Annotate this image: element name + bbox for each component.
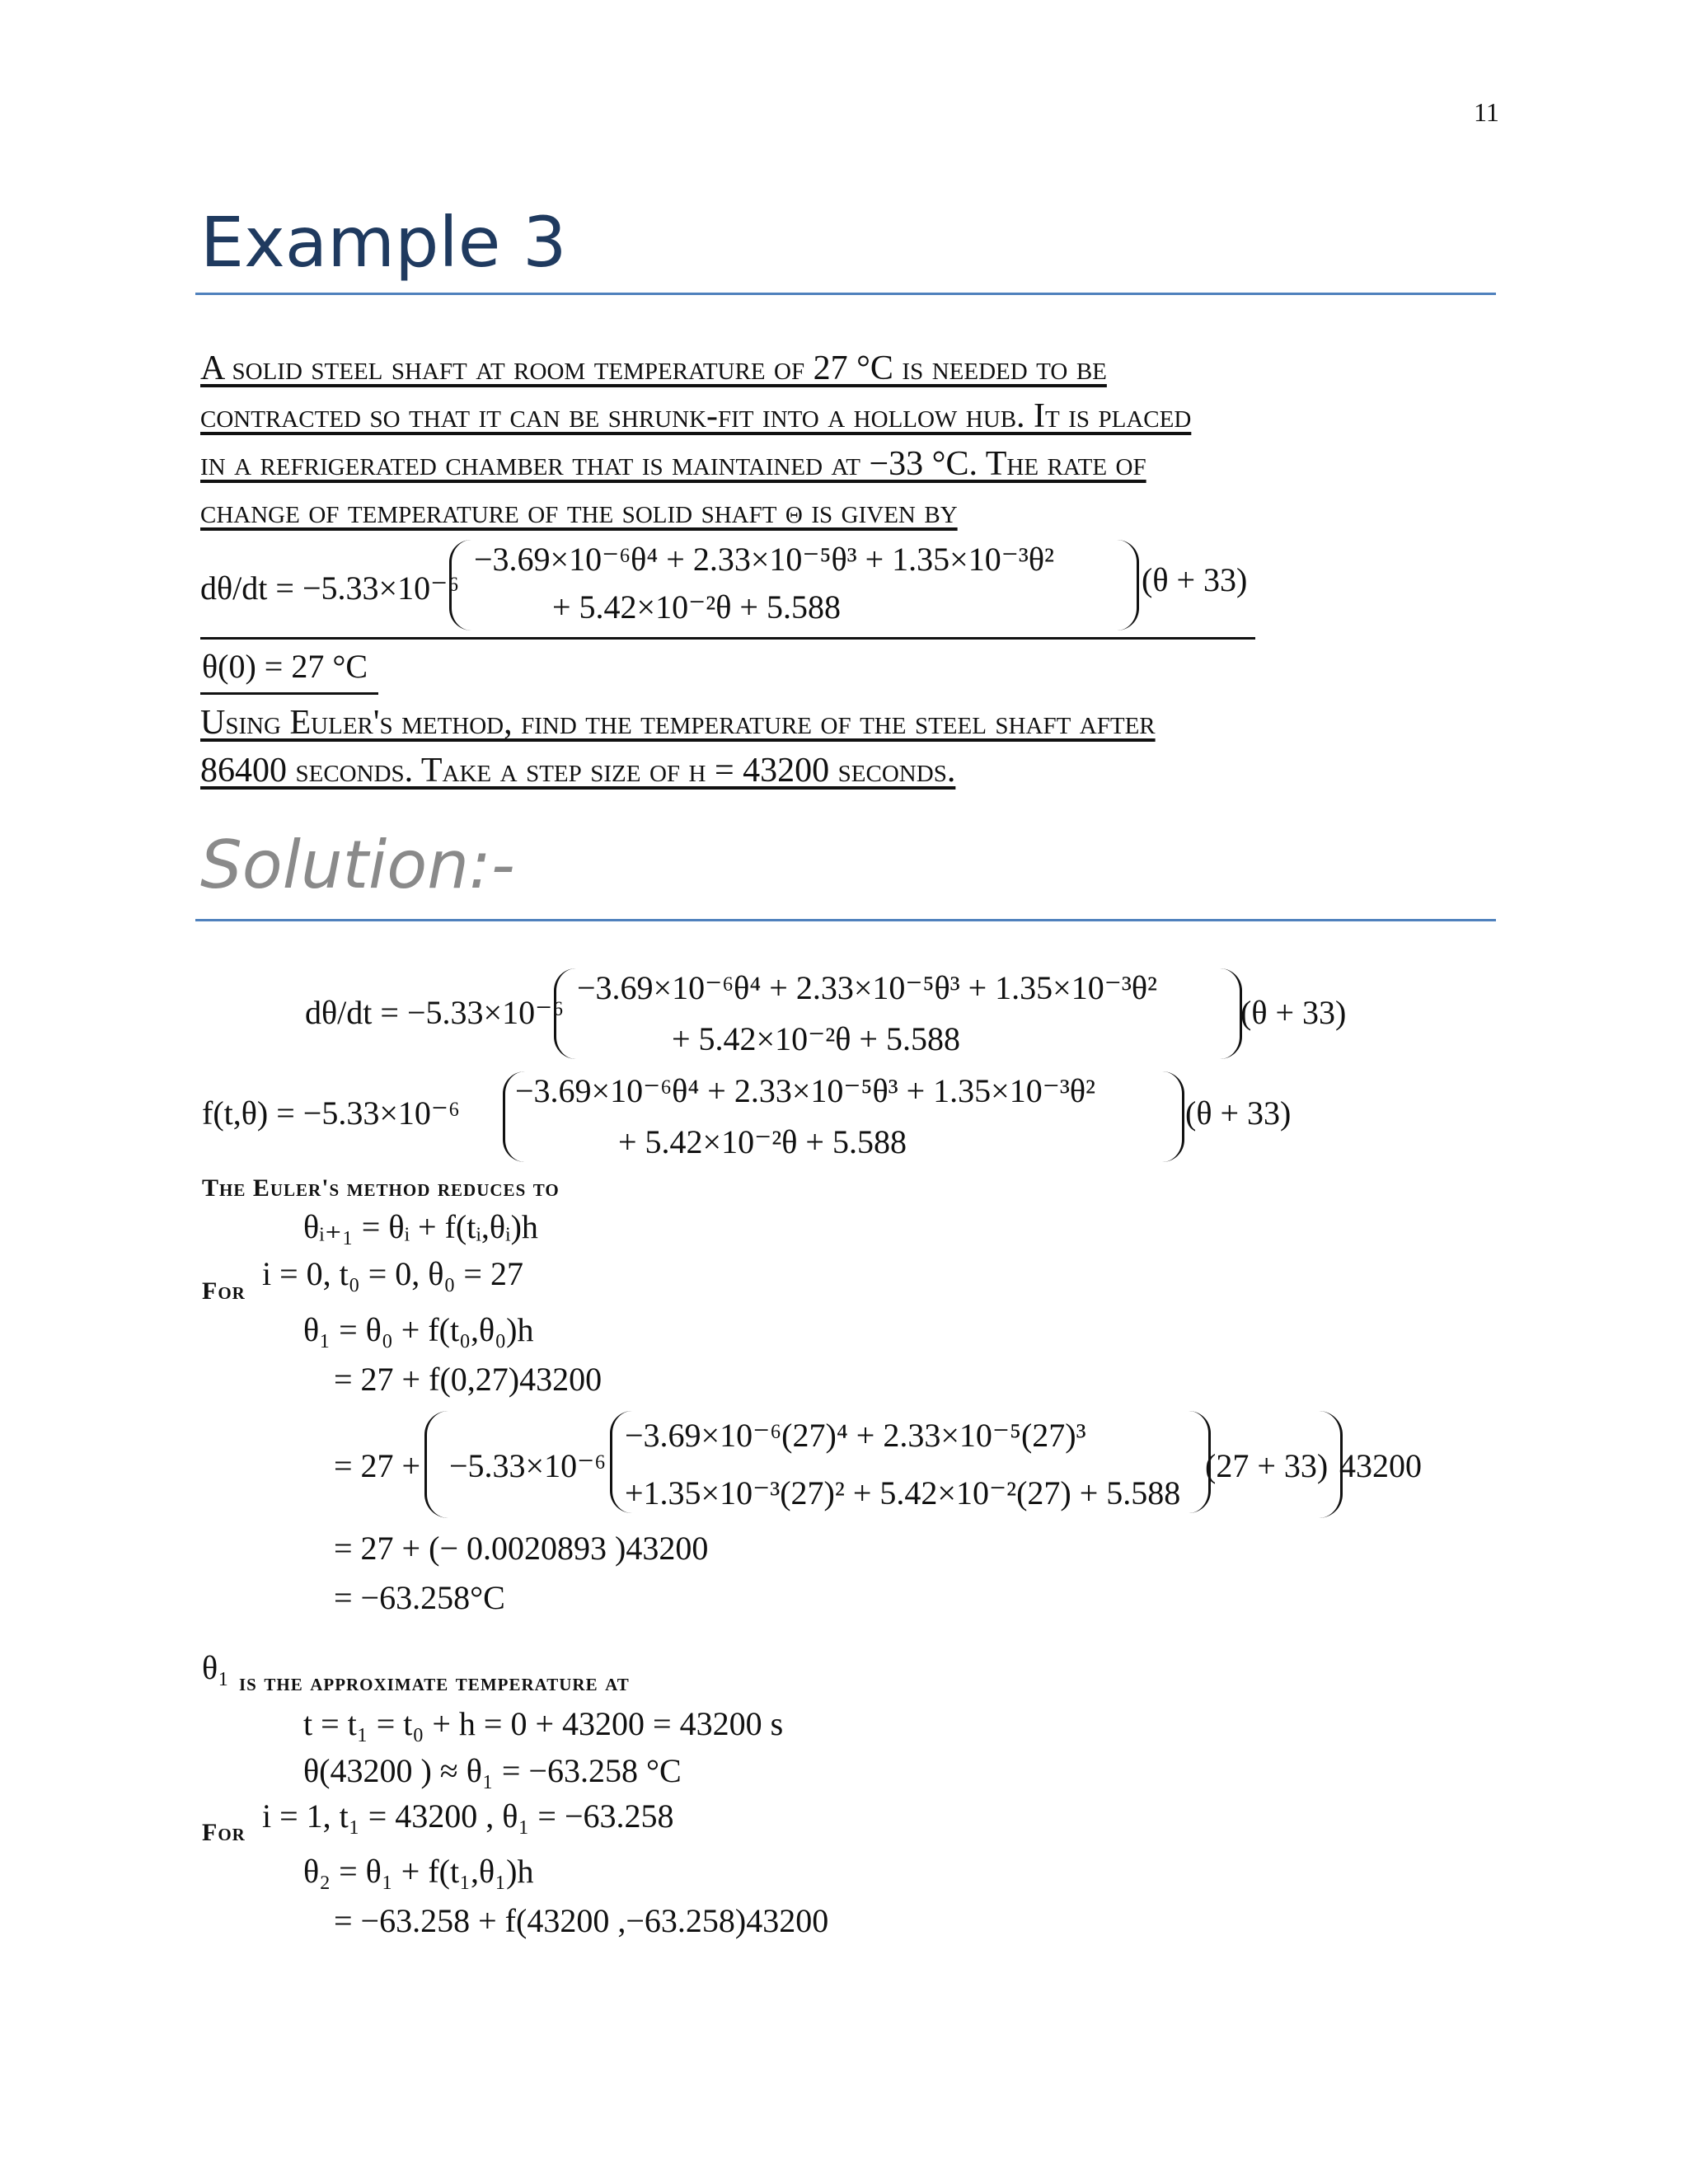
f-definition-lhs: f(t,θ) = −5.33×10⁻⁶ (202, 1094, 460, 1132)
step1-step-size: 43200 (1339, 1447, 1422, 1484)
step1-row1: −3.69×10⁻⁶(27)⁴ + 2.33×10⁻⁵(27)³ (625, 1417, 1086, 1454)
for-i0-values: i = 0, t₀ = 0, θ₀ = 27 (262, 1255, 523, 1292)
problem-ode-lhs: dθ/dt = −5.33×10⁻⁶ (200, 569, 460, 607)
example-title: Example 3 (200, 202, 567, 283)
f-factor: (θ + 33) (1185, 1094, 1292, 1132)
problem-ode-right-paren (1117, 540, 1139, 630)
step1-line-d: = 27 + (− 0.0020893 )43200 (334, 1530, 709, 1567)
euler-formula: θᵢ₊₁ = θᵢ + f(tᵢ,θᵢ)h (303, 1208, 538, 1245)
problem-ode-left-paren (449, 540, 471, 630)
ic-underline (200, 692, 378, 695)
solution-ode-left-paren (554, 968, 576, 1059)
step1-line-a: θ₁ = θ₀ + f(t₀,θ₀)h (303, 1311, 534, 1348)
f-right-paren (1162, 1071, 1184, 1162)
step1-factor: (27 + 33) (1205, 1447, 1329, 1484)
f-poly-row2: + 5.42×10⁻²θ + 5.588 (618, 1123, 907, 1160)
step1-line-b: = 27 + f(0,27)43200 (334, 1361, 603, 1398)
solution-title: Solution:- (200, 827, 515, 903)
step1-line-e: = −63.258°C (334, 1579, 505, 1616)
for-i1-values: i = 1, t₁ = 43200 , θ₁ = −63.258 (262, 1797, 674, 1835)
solution-ode-poly-row1: −3.69×10⁻⁶θ⁴ + 2.33×10⁻⁵θ³ + 1.35×10⁻³θ² (577, 969, 1157, 1006)
problem-line-2: contracted so that it can be shrunk-fit into a hollow hub. It is placed (200, 397, 1192, 435)
approx-line: θ(43200 ) ≈ θ₁ = −63.258 °C (303, 1752, 682, 1789)
problem-question (200, 699, 1491, 794)
problem-line-4: change of temperature of the solid shaft θ is given by (200, 493, 958, 531)
problem-line-3: in a refrigerated chamber that is maintained at −33 °C. The rate of (200, 445, 1146, 483)
problem-ode-factor: (θ + 33) (1142, 561, 1248, 598)
theta1-label: is the approximate temperature at (239, 1669, 630, 1696)
step1-outer-left-paren (424, 1411, 448, 1518)
euler-label: The Euler's method reduces to (202, 1174, 560, 1202)
problem-line-5: Using Euler's method, find the temperature of the steel shaft after (200, 704, 1156, 742)
theta1-symbol: θ₁ (202, 1649, 230, 1686)
ode-underline (200, 637, 1255, 640)
initial-condition: θ(0) = 27 °C (202, 648, 368, 685)
solution-ode-lhs: dθ/dt = −5.33×10⁻⁶ (305, 994, 565, 1031)
f-poly-row1: −3.69×10⁻⁶θ⁴ + 2.33×10⁻⁵θ³ + 1.35×10⁻³θ² (515, 1072, 1095, 1109)
step1-line-c-prefix: = 27 + (334, 1447, 421, 1484)
problem-ode-poly-row1: −3.69×10⁻⁶θ⁴ + 2.33×10⁻⁵θ³ + 1.35×10⁻³θ² (474, 541, 1054, 578)
problem-line-1: A solid steel shaft at room temperature of 27 °C is needed to be (200, 349, 1107, 387)
solution-ode-right-paren (1220, 968, 1242, 1059)
problem-ode-poly-row2: + 5.42×10⁻²θ + 5.588 (552, 588, 841, 626)
step2-line-b: = −63.258 + f(43200 ,−63.258)43200 (334, 1902, 829, 1939)
solution-ode-factor: (θ + 33) (1240, 994, 1347, 1031)
problem-line-6: 86400 seconds. Take a step size of h = 43200 seconds. (200, 752, 956, 790)
solution-rule (195, 919, 1496, 921)
for-i0-label: For (202, 1277, 246, 1305)
page-number: 11 (1474, 97, 1499, 127)
t1-line: t = t₁ = t₀ + h = 0 + 43200 = 43200 s (303, 1705, 784, 1742)
solution-ode-poly-row2: + 5.42×10⁻²θ + 5.588 (672, 1020, 960, 1057)
step2-line-a: θ₂ = θ₁ + f(t₁,θ₁)h (303, 1853, 534, 1890)
step1-coefficient: −5.33×10⁻⁶ (449, 1447, 607, 1484)
title-rule (195, 293, 1496, 295)
step1-row2: +1.35×10⁻³(27)² + 5.42×10⁻²(27) + 5.588 (625, 1474, 1181, 1511)
for-i1-label: For (202, 1819, 246, 1846)
problem-statement (200, 344, 1491, 536)
